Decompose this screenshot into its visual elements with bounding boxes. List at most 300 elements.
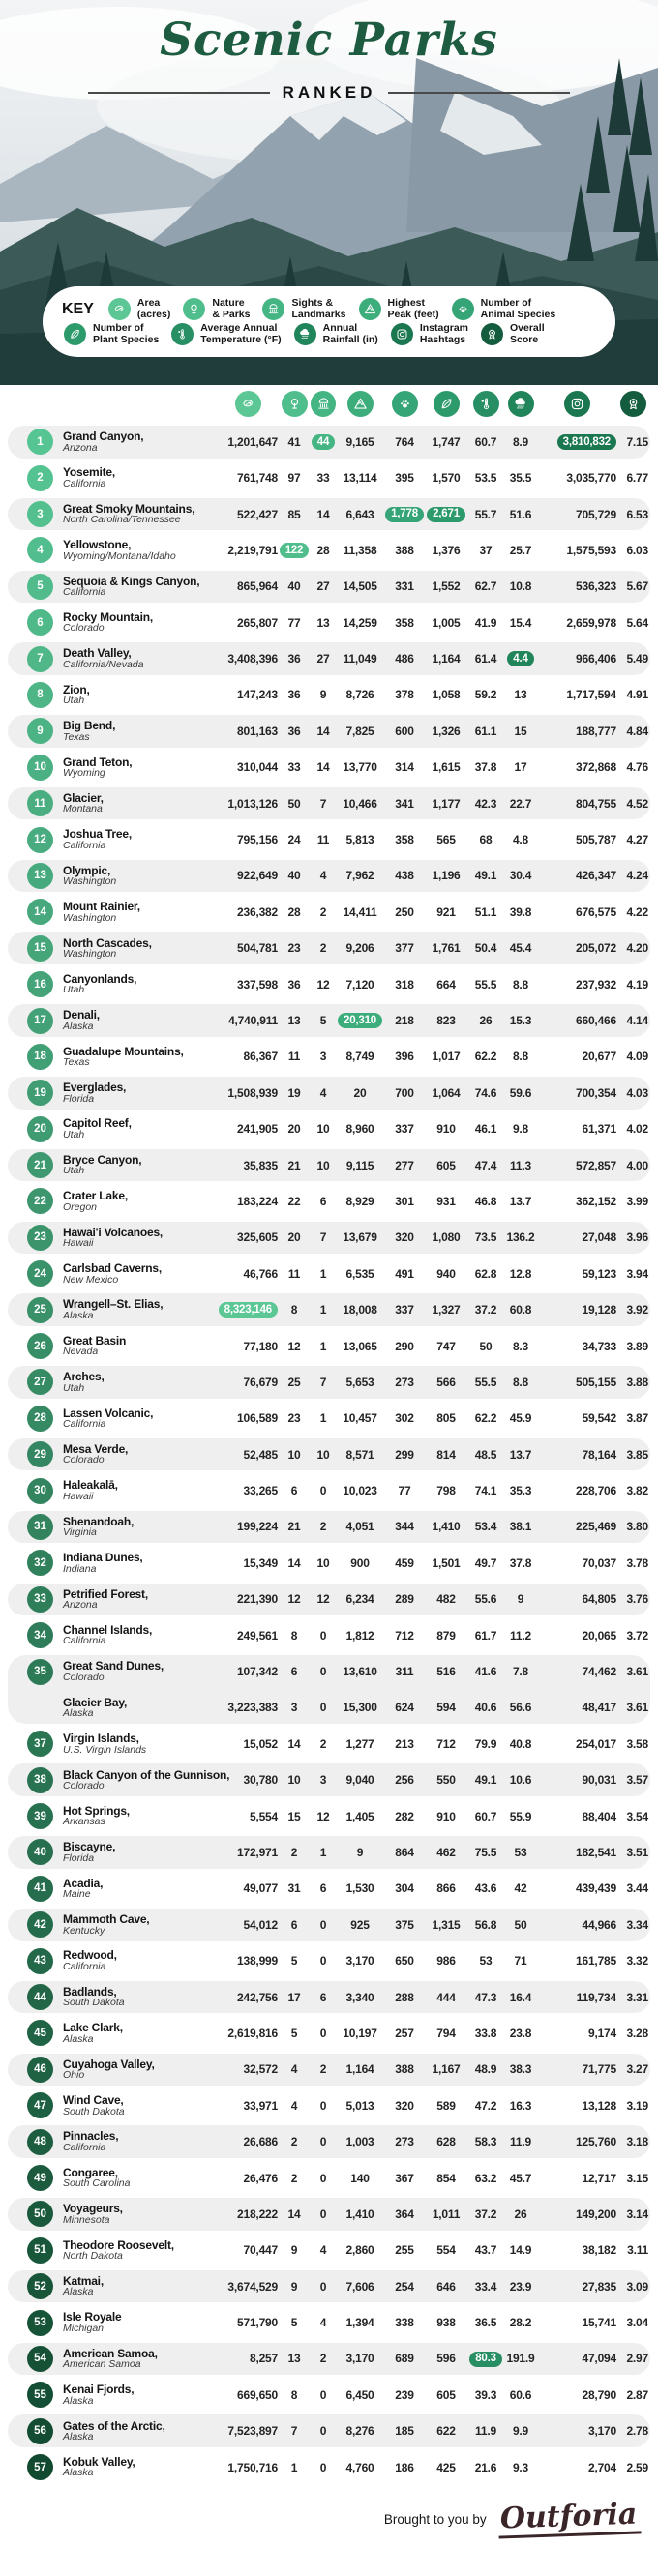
cell-avg-temp [467, 2351, 504, 2367]
park-state: Hawaii [63, 1237, 94, 1250]
cell-rainfall: 10.6 [509, 1773, 532, 1788]
rank-badge: 37 [27, 1731, 53, 1757]
cell-avg-temp: 55.5 [474, 977, 497, 992]
rank-badge: 13 [27, 863, 53, 889]
park-name-block [53, 756, 218, 779]
cell-rainfall: 7.8 [512, 1665, 529, 1679]
row-values [218, 833, 650, 846]
overall-score-icon [625, 396, 642, 412]
cell-area: 221,390 [237, 1592, 278, 1607]
rank-badge: 48 [27, 2129, 53, 2155]
cell-plant-species: 1,011 [432, 2206, 461, 2221]
cell-area: 504,781 [237, 941, 278, 956]
park-state: New Mexico [63, 1273, 119, 1286]
row-container [8, 1511, 650, 1544]
key-item-sights-landmarks [262, 298, 345, 320]
cell-avg-temp: 49.1 [474, 1773, 497, 1788]
cell-instagram: 228,706 [576, 1484, 616, 1498]
cell-plant-species: 1,747 [432, 434, 461, 449]
park-name-block [53, 973, 218, 995]
cell-score: 3.89 [626, 1339, 648, 1353]
cell-highest-peak: 9,206 [345, 941, 374, 956]
rank-badge: 27 [27, 1369, 53, 1395]
cell-instagram: 13,128 [582, 2098, 616, 2113]
cell-sights-landmarks: 1 [319, 1845, 327, 1859]
cell-area: 249,561 [237, 1628, 278, 1643]
row-values [218, 1665, 650, 1678]
cell-instagram: 505,155 [576, 1375, 616, 1389]
cell-avg-temp: 37.8 [474, 760, 497, 775]
page-title: Scenic Parks [160, 14, 498, 67]
cell-area: 310,044 [237, 760, 278, 775]
cell-score: 4.20 [626, 941, 648, 956]
row-container [8, 642, 650, 675]
cell-animal-species: 341 [395, 796, 414, 811]
cell-sights-landmarks: 7 [319, 1375, 327, 1389]
cell-animal-species: 358 [395, 833, 414, 847]
column-header-plant-species [425, 391, 467, 417]
table-row [8, 968, 650, 1001]
cell-highest-peak: 3,170 [345, 2352, 374, 2366]
cell-nature-parks: 17 [287, 1990, 301, 2004]
rank-badge: 26 [27, 1333, 53, 1359]
cell-sights-landmarks: 0 [319, 2387, 327, 2402]
cell-instagram: 505,787 [576, 833, 616, 847]
cell-animal-species: 358 [395, 615, 414, 630]
park-name: Biscayne, [63, 1840, 116, 1854]
cell-sights-landmarks: 0 [319, 1917, 327, 1932]
cell-area: 138,999 [237, 1954, 278, 1969]
park-name: Olympic, [63, 863, 111, 877]
row-container [8, 823, 650, 856]
table-row [8, 1330, 650, 1363]
outforia-logo: Outforia [497, 2501, 641, 2539]
key-item-label: Area (acres) [136, 297, 171, 320]
park-name-block [53, 1154, 218, 1176]
rank-badge: 2 [27, 465, 53, 491]
cell-avg-temp: 61.4 [474, 652, 497, 666]
cell-area: 172,971 [237, 1845, 278, 1859]
cell-score: 3.15 [626, 2171, 648, 2185]
cell-plant-species: 1,167 [432, 2062, 461, 2077]
rank-badge: 29 [27, 1441, 53, 1467]
cell-sights-landmarks: 10 [316, 1447, 330, 1462]
park-state: Colorado [63, 1671, 105, 1683]
cell-rainfall: 15.4 [509, 615, 532, 630]
cell-nature-parks: 21 [287, 1520, 301, 1534]
table-row [8, 932, 650, 964]
cell-plant-species: 646 [436, 2279, 456, 2294]
cell-sights-landmarks: 1 [319, 1339, 327, 1353]
cell-animal-species: 290 [395, 1339, 414, 1353]
park-name-block [53, 1767, 230, 1791]
cell-instagram: 182,541 [576, 1845, 616, 1859]
highlight-pill: 20,310 [338, 1013, 382, 1028]
row-container [8, 607, 650, 639]
park-name-block [53, 1588, 218, 1611]
cell-plant-species: 1,376 [432, 543, 461, 557]
row-container [8, 2089, 650, 2122]
row-container [8, 1763, 650, 1796]
row-container [8, 679, 650, 712]
park-name-block [53, 1190, 218, 1212]
row-container [8, 2162, 650, 2195]
park-name-block [53, 1227, 218, 1249]
cell-area: 241,905 [237, 1122, 278, 1137]
cell-avg-temp: 33.4 [474, 2279, 497, 2294]
cell-score: 6.77 [626, 471, 648, 486]
row-values [218, 688, 650, 701]
park-name-block [53, 1081, 218, 1104]
area-icon [108, 298, 131, 320]
table-row [8, 1403, 650, 1436]
cell-animal-species: 864 [395, 1845, 414, 1859]
cell-score: 5.64 [626, 615, 648, 630]
cell-highest-peak: 9,040 [345, 1773, 374, 1788]
cell-sights-landmarks: 10 [316, 1555, 330, 1570]
cell-plant-species: 986 [436, 1954, 456, 1969]
cell-avg-temp: 46.8 [474, 1194, 497, 1208]
park-state: Utah [63, 1165, 85, 1177]
cell-plant-species: 747 [436, 1339, 456, 1353]
cell-score: 2.87 [626, 2387, 648, 2402]
cell-highest-peak: 1,394 [345, 2316, 374, 2330]
cell-animal-species: 301 [395, 1194, 414, 1208]
cell-rainfall: 38.1 [509, 1520, 532, 1534]
cell-avg-temp: 50 [479, 1339, 493, 1353]
row-values [218, 2243, 650, 2257]
row-container [8, 1944, 650, 1977]
row-container [8, 1836, 650, 1869]
rank-badge: 7 [27, 646, 53, 672]
cell-highest-peak: 13,679 [343, 1230, 377, 1245]
cell-area: 3,408,396 [227, 652, 278, 666]
row-values [218, 869, 650, 882]
cell-rainfall: 40.8 [509, 1736, 532, 1751]
rank-badge: 17 [27, 1008, 53, 1034]
cell-nature-parks: 14 [287, 1736, 301, 1751]
row-container [8, 1655, 650, 1724]
row-values [218, 1086, 650, 1100]
cell-instagram: 88,404 [582, 1809, 616, 1823]
highlight-pill: 122 [280, 543, 310, 558]
cell-animal-species: 395 [395, 471, 414, 486]
park-name: Canyonlands, [63, 971, 137, 986]
park-state: Arizona [63, 1599, 98, 1612]
table-row [8, 461, 650, 494]
park-name: Yellowstone, [63, 538, 132, 552]
row-container [8, 2054, 650, 2087]
cell-highest-peak: 8,960 [345, 1122, 374, 1137]
park-name-block [53, 1624, 218, 1646]
cell-rainfall: 59.6 [509, 1085, 532, 1100]
cell-avg-temp: 37 [479, 543, 493, 557]
cell-instagram: 254,017 [576, 1736, 616, 1751]
cell-sights-landmarks: 0 [319, 2206, 327, 2221]
cell-avg-temp: 40.6 [474, 1701, 497, 1715]
cell-score: 3.28 [626, 2026, 648, 2040]
cell-plant-species: 596 [436, 2352, 456, 2366]
cell-score: 3.44 [626, 1881, 648, 1896]
rank-badge: 54 [27, 2346, 53, 2372]
cell-nature-parks: 15 [287, 1809, 301, 1823]
cell-sights-landmarks: 10 [316, 1122, 330, 1137]
row-container [8, 1112, 650, 1145]
cell-area: 15,052 [243, 1736, 278, 1751]
cell-sights-landmarks: 33 [316, 471, 330, 486]
cell-score: 3.72 [626, 1628, 648, 1643]
rows [0, 426, 658, 2483]
cell-sights-landmarks: 3 [319, 1773, 327, 1788]
row-values [218, 1050, 650, 1063]
cell-area: 147,243 [237, 688, 278, 702]
animal-species-icon [452, 298, 474, 320]
park-state: Minnesota [63, 2213, 110, 2226]
rank-badge: 46 [27, 2057, 53, 2083]
cell-animal-species: 344 [395, 1520, 414, 1534]
park-name: Congaree, [63, 2165, 118, 2179]
highest-peak-icon [359, 298, 381, 320]
rank-badge: 34 [27, 1622, 53, 1648]
cell-nature-parks: 3 [290, 1701, 298, 1715]
row-values [218, 651, 650, 667]
cell-area: 107,342 [237, 1665, 278, 1679]
animal-species-icon [397, 396, 413, 412]
rainfall-icon [513, 396, 529, 412]
cell-plant-species: 1,177 [432, 796, 461, 811]
cell-score: 3.85 [626, 1447, 648, 1462]
row-values [218, 1376, 650, 1389]
cell-score: 2.78 [626, 2424, 648, 2439]
cell-avg-temp: 59.2 [474, 688, 497, 702]
row-values [218, 2316, 650, 2329]
park-name-block [53, 865, 218, 887]
table-row [8, 1547, 650, 1580]
cell-rainfall: 60.6 [509, 2387, 532, 2402]
park-state: South Carolina [63, 2177, 131, 2190]
cell-sights-landmarks: 10 [316, 1158, 330, 1172]
cell-animal-species: 218 [395, 1014, 414, 1027]
cell-nature-parks: 10 [287, 1447, 301, 1462]
park-name-block [53, 684, 218, 706]
row-container [8, 2235, 650, 2267]
key-row-2 [62, 323, 600, 345]
cell-rainfall: 56.6 [509, 1701, 532, 1715]
cell-highest-peak: 5,653 [345, 1375, 374, 1389]
row-values [218, 2099, 650, 2113]
table-row [8, 1909, 650, 1941]
cell-rainfall: 45.7 [509, 2171, 532, 2185]
cell-instagram: 225,469 [576, 1520, 616, 1534]
cell-nature-parks: 36 [287, 688, 301, 702]
instagram-icon [391, 323, 413, 345]
cell-nature-parks: 20 [287, 1122, 301, 1137]
park-name-block [53, 1552, 218, 1574]
cell-area: 337,598 [237, 977, 278, 992]
cell-plant-species: 879 [436, 1628, 456, 1643]
cell-instagram: 78,164 [582, 1447, 616, 1462]
table-row [8, 2125, 650, 2158]
cell-rainfall: 16.4 [509, 1990, 532, 2004]
table-row [8, 1474, 650, 1507]
subtitle-rule-left [88, 92, 270, 94]
cell-sights-landmarks: 0 [319, 2424, 327, 2439]
cell-sights-landmarks: 14 [316, 507, 330, 521]
cell-avg-temp: 73.5 [474, 1230, 497, 1245]
rank-badge: 56 [27, 2418, 53, 2444]
cell-highest-peak: 15,300 [343, 1701, 377, 1715]
cell-sights-landmarks: 0 [319, 1701, 327, 1715]
park-state: Alaska [63, 2394, 94, 2407]
park-state: Texas [63, 1056, 90, 1069]
cell-rainfall: 55.9 [509, 1809, 532, 1823]
cell-area: 265,807 [237, 615, 278, 630]
cell-plant-species: 854 [436, 2171, 456, 2185]
row-values [218, 506, 650, 522]
park-name: Mammoth Cave, [63, 1912, 150, 1927]
cell-score: 3.31 [626, 1990, 648, 2004]
row-container [8, 896, 650, 929]
park-name: Theodore Roosevelt, [63, 2237, 174, 2252]
cell-sights-landmarks: 7 [319, 1230, 327, 1245]
rank-badge: 53 [27, 2310, 53, 2336]
cell-animal-species: 491 [395, 1266, 414, 1281]
cell-animal-species: 764 [395, 434, 414, 449]
cell-animal-species: 256 [395, 1773, 414, 1788]
cell-nature-parks: 4 [290, 2062, 298, 2077]
row-values [218, 1592, 650, 1606]
park-name: Glacier Bay, [63, 1695, 128, 1709]
cell-highest-peak: 5,013 [345, 2098, 374, 2113]
cell-plant-species: 516 [436, 1665, 456, 1679]
row-values [218, 2424, 650, 2438]
row-container [8, 1981, 650, 2014]
park-name-block [53, 1805, 218, 1827]
cell-nature-parks: 36 [287, 977, 301, 992]
park-state: Wyoming/Montana/Idaho [63, 549, 176, 562]
cell-highest-peak: 11,049 [343, 652, 377, 666]
cell-score: 4.76 [626, 760, 648, 775]
park-name: Everglades, [63, 1081, 127, 1095]
cell-sights-landmarks: 6 [319, 1990, 327, 2004]
cell-nature-parks: 21 [287, 1158, 301, 1172]
rank-badge: 43 [27, 1948, 53, 1974]
row-container [8, 1258, 650, 1290]
cell-animal-species: 378 [395, 688, 414, 702]
row-values [218, 1629, 650, 1643]
cell-area: 3,674,529 [227, 2279, 278, 2294]
rank-badge: 20 [27, 1116, 53, 1142]
row-values [218, 1122, 650, 1136]
cell-score: 4.52 [626, 796, 648, 811]
cell-score: 5.67 [626, 579, 648, 594]
cell-nature-parks: 5 [290, 2316, 298, 2330]
park-name: Black Canyon of the Gunnison, [63, 1767, 230, 1782]
park-name-block [53, 720, 218, 742]
park-name: Denali, [63, 1008, 100, 1022]
cell-avg-temp: 47.2 [474, 2098, 497, 2113]
park-state: Florida [63, 1092, 95, 1105]
rank-badge: 22 [27, 1188, 53, 1214]
cell-plant-species: 550 [436, 1773, 456, 1788]
cell-rainfall: 9.8 [512, 1122, 529, 1137]
park-name: Acadia, [63, 1876, 104, 1890]
cell-avg-temp: 48.9 [474, 2062, 497, 2077]
cell-sights-landmarks: 0 [319, 2279, 327, 2294]
cell-sights-landmarks: 0 [319, 2135, 327, 2149]
cell-area: 865,964 [237, 579, 278, 594]
cell-score: 4.84 [626, 724, 648, 738]
rank-badge: 3 [27, 501, 53, 527]
cell-score: 3.58 [626, 1736, 648, 1751]
cell-plant-species [425, 506, 467, 522]
park-name: Yosemite, [63, 465, 115, 480]
highlight-pill: 44 [312, 434, 335, 450]
cell-plant-species: 1,410 [432, 1520, 461, 1534]
cell-animal-species: 338 [395, 2316, 414, 2330]
cell-nature-parks: 36 [287, 652, 301, 666]
row-values [218, 1701, 650, 1714]
cell-plant-species: 664 [436, 977, 456, 992]
rank-badge: 42 [27, 1911, 53, 1938]
cell-score: 3.80 [626, 1520, 648, 1534]
rank-badge: 8 [27, 682, 53, 708]
table-row [8, 1185, 650, 1218]
cell-rainfall: 136.2 [506, 1230, 535, 1245]
rank-badge: 24 [27, 1260, 53, 1287]
cell-rainfall: 8.3 [512, 1339, 529, 1353]
table-row [8, 2379, 650, 2412]
highlight-pill: 3,810,832 [557, 434, 616, 450]
cell-rainfall: 71 [514, 1954, 527, 1969]
cell-plant-species: 1,615 [432, 760, 461, 775]
cell-instagram: 205,072 [576, 941, 616, 956]
park-state: North Dakota [63, 2250, 123, 2263]
row-container [8, 752, 650, 785]
cell-score: 3.09 [626, 2279, 648, 2294]
row-container [8, 1474, 650, 1507]
cell-rainfall: 4.8 [512, 833, 529, 847]
row-container [8, 1077, 650, 1110]
cell-nature-parks: 8 [290, 1628, 298, 1643]
cell-plant-species: 594 [436, 1701, 456, 1715]
column-header-area [218, 391, 278, 417]
cell-highest-peak: 11,358 [343, 543, 377, 557]
park-name-block [53, 1443, 218, 1466]
cell-nature-parks: 8 [290, 1303, 298, 1318]
cell-score: 3.88 [626, 1375, 648, 1389]
cell-highest-peak: 8,929 [345, 1194, 374, 1208]
cell-nature-parks: 1 [290, 2460, 298, 2474]
table-row [8, 752, 650, 785]
park-state: California [63, 477, 106, 489]
row-container [8, 715, 650, 748]
cell-animal-species: 700 [395, 1085, 414, 1100]
park-name: Mount Rainier, [63, 900, 140, 914]
table-row [8, 823, 650, 856]
table-row [8, 1041, 650, 1074]
cell-highest-peak: 8,749 [345, 1050, 374, 1064]
cell-instagram: 188,777 [576, 724, 616, 738]
park-name-block [53, 1009, 218, 1031]
cell-animal-species: 377 [395, 941, 414, 956]
cell-highest-peak: 13,610 [343, 1665, 377, 1679]
cell-area: 7,523,897 [227, 2424, 278, 2439]
cell-highest-peak: 8,726 [345, 688, 374, 702]
cell-score: 3.34 [626, 1917, 648, 1932]
cell-sights-landmarks: 9 [319, 688, 327, 702]
cell-plant-species: 1,501 [432, 1555, 461, 1570]
